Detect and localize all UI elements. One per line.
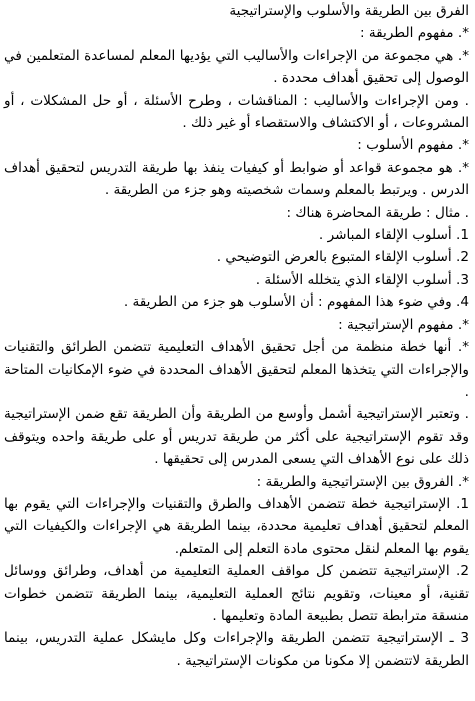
list-item: 2. أسلوب الإلقاء المتبوع بالعرض التوضيحي . [216, 249, 469, 266]
heading-method-concept: *. مفهوم الطريقة : [359, 25, 469, 42]
difference-item: 3 ـ الإستراتيجية تتضمن الطريقة والإجراءات وكل مايشكل عملية التدريس، بينما الطريقة لاتتضمن إلا مكونا من مكونات الإستراتيجية . [4, 630, 469, 669]
list-item: 1. أسلوب الإلقاء المباشر . [318, 227, 469, 244]
method-definition: *. هي مجموعة من الإجراءات والأساليب التي يؤديها المعلم لمساعدة المتعلمين في الوصول إلى تحقيق أهداف محددة . [4, 47, 469, 87]
difference-item: 2. الإستراتيجية تتضمن كل مواقف العملية التعليمية من أهداف، وطرائق ووسائل تقنية، أو معينات، وتقويم نتائج العملية التعليمية، بينما الطريقة تتضمن خطوات منسقة مترابطة تتصل بطبيعة المادة وتعليمها . [4, 563, 469, 624]
strategy-definition: *. أنها خطة منظمة من أجل تحقيق الأهداف التعليمية تتضمن الطرائق والتقنيات والإجراءات التي يتخذها المعلم لتحقيق الأهداف المحددة في ضوء الإمكانيات المتاحة . [4, 339, 469, 400]
difference-item: 1. الإستراتيجية خطة تتضمن الأهداف والطرق والتقنيات والإجراءات التي يقوم بها المعلم لتحقيق أهداف تعليمية محددة، بينما الطريقة هي الإجراءات والكيفيات التي يقوم بها المعلم لنقل محتوى مادة التعلم إلى المتعلم. [4, 495, 469, 557]
strategy-scope: . وتعتبر الإستراتيجية أشمل وأوسع من الطريقة وأن الطريقة تقع ضمن الإستراتيجية وقد تقوم الإستراتيجية على أكثر من طريقة تدريس أو على طريقة واحده ويتوقف ذلك على نوع الأهداف التي يسعى المدرس إلى تحقيقها . [4, 406, 469, 468]
heading-style-concept: *. مفهوم الأسلوب : [357, 137, 469, 154]
heading-strategy-concept: *. مفهوم الإستراتيجية : [338, 316, 469, 333]
style-definition: *. هو مجموعة قواعد أو ضوابط أو كيفيات ينفذ بها طريقة التدريس لتحقيق أهداف الدرس . ويرتبط بالمعلم وسمات شخصيته وهو جزء من الطريقة . [4, 159, 469, 199]
lecture-example: . مثال : طريقة المحاضرة هناك : [286, 204, 469, 221]
heading-differences: *. الفروق بين الإستراتيجية والطريقة : [256, 473, 469, 490]
list-item: 4. وفي ضوء هذا المفهوم : أن الأسلوب هو جزء من الطريقة . [123, 294, 469, 311]
document-title: الفرق بين الطريقة والأسلوب والإستراتيجية [229, 3, 469, 19]
method-procedures: . ومن الإجراءات والأساليب : المناقشات ، وطرح الأسئلة ، أو حل المشكلات ، أو المشروعات ، أو الاكتشاف والاستقصاء أو غير ذلك . [4, 92, 469, 132]
list-item: 3. أسلوب الإلقاء الذي يتخلله الأسئلة . [255, 271, 469, 288]
